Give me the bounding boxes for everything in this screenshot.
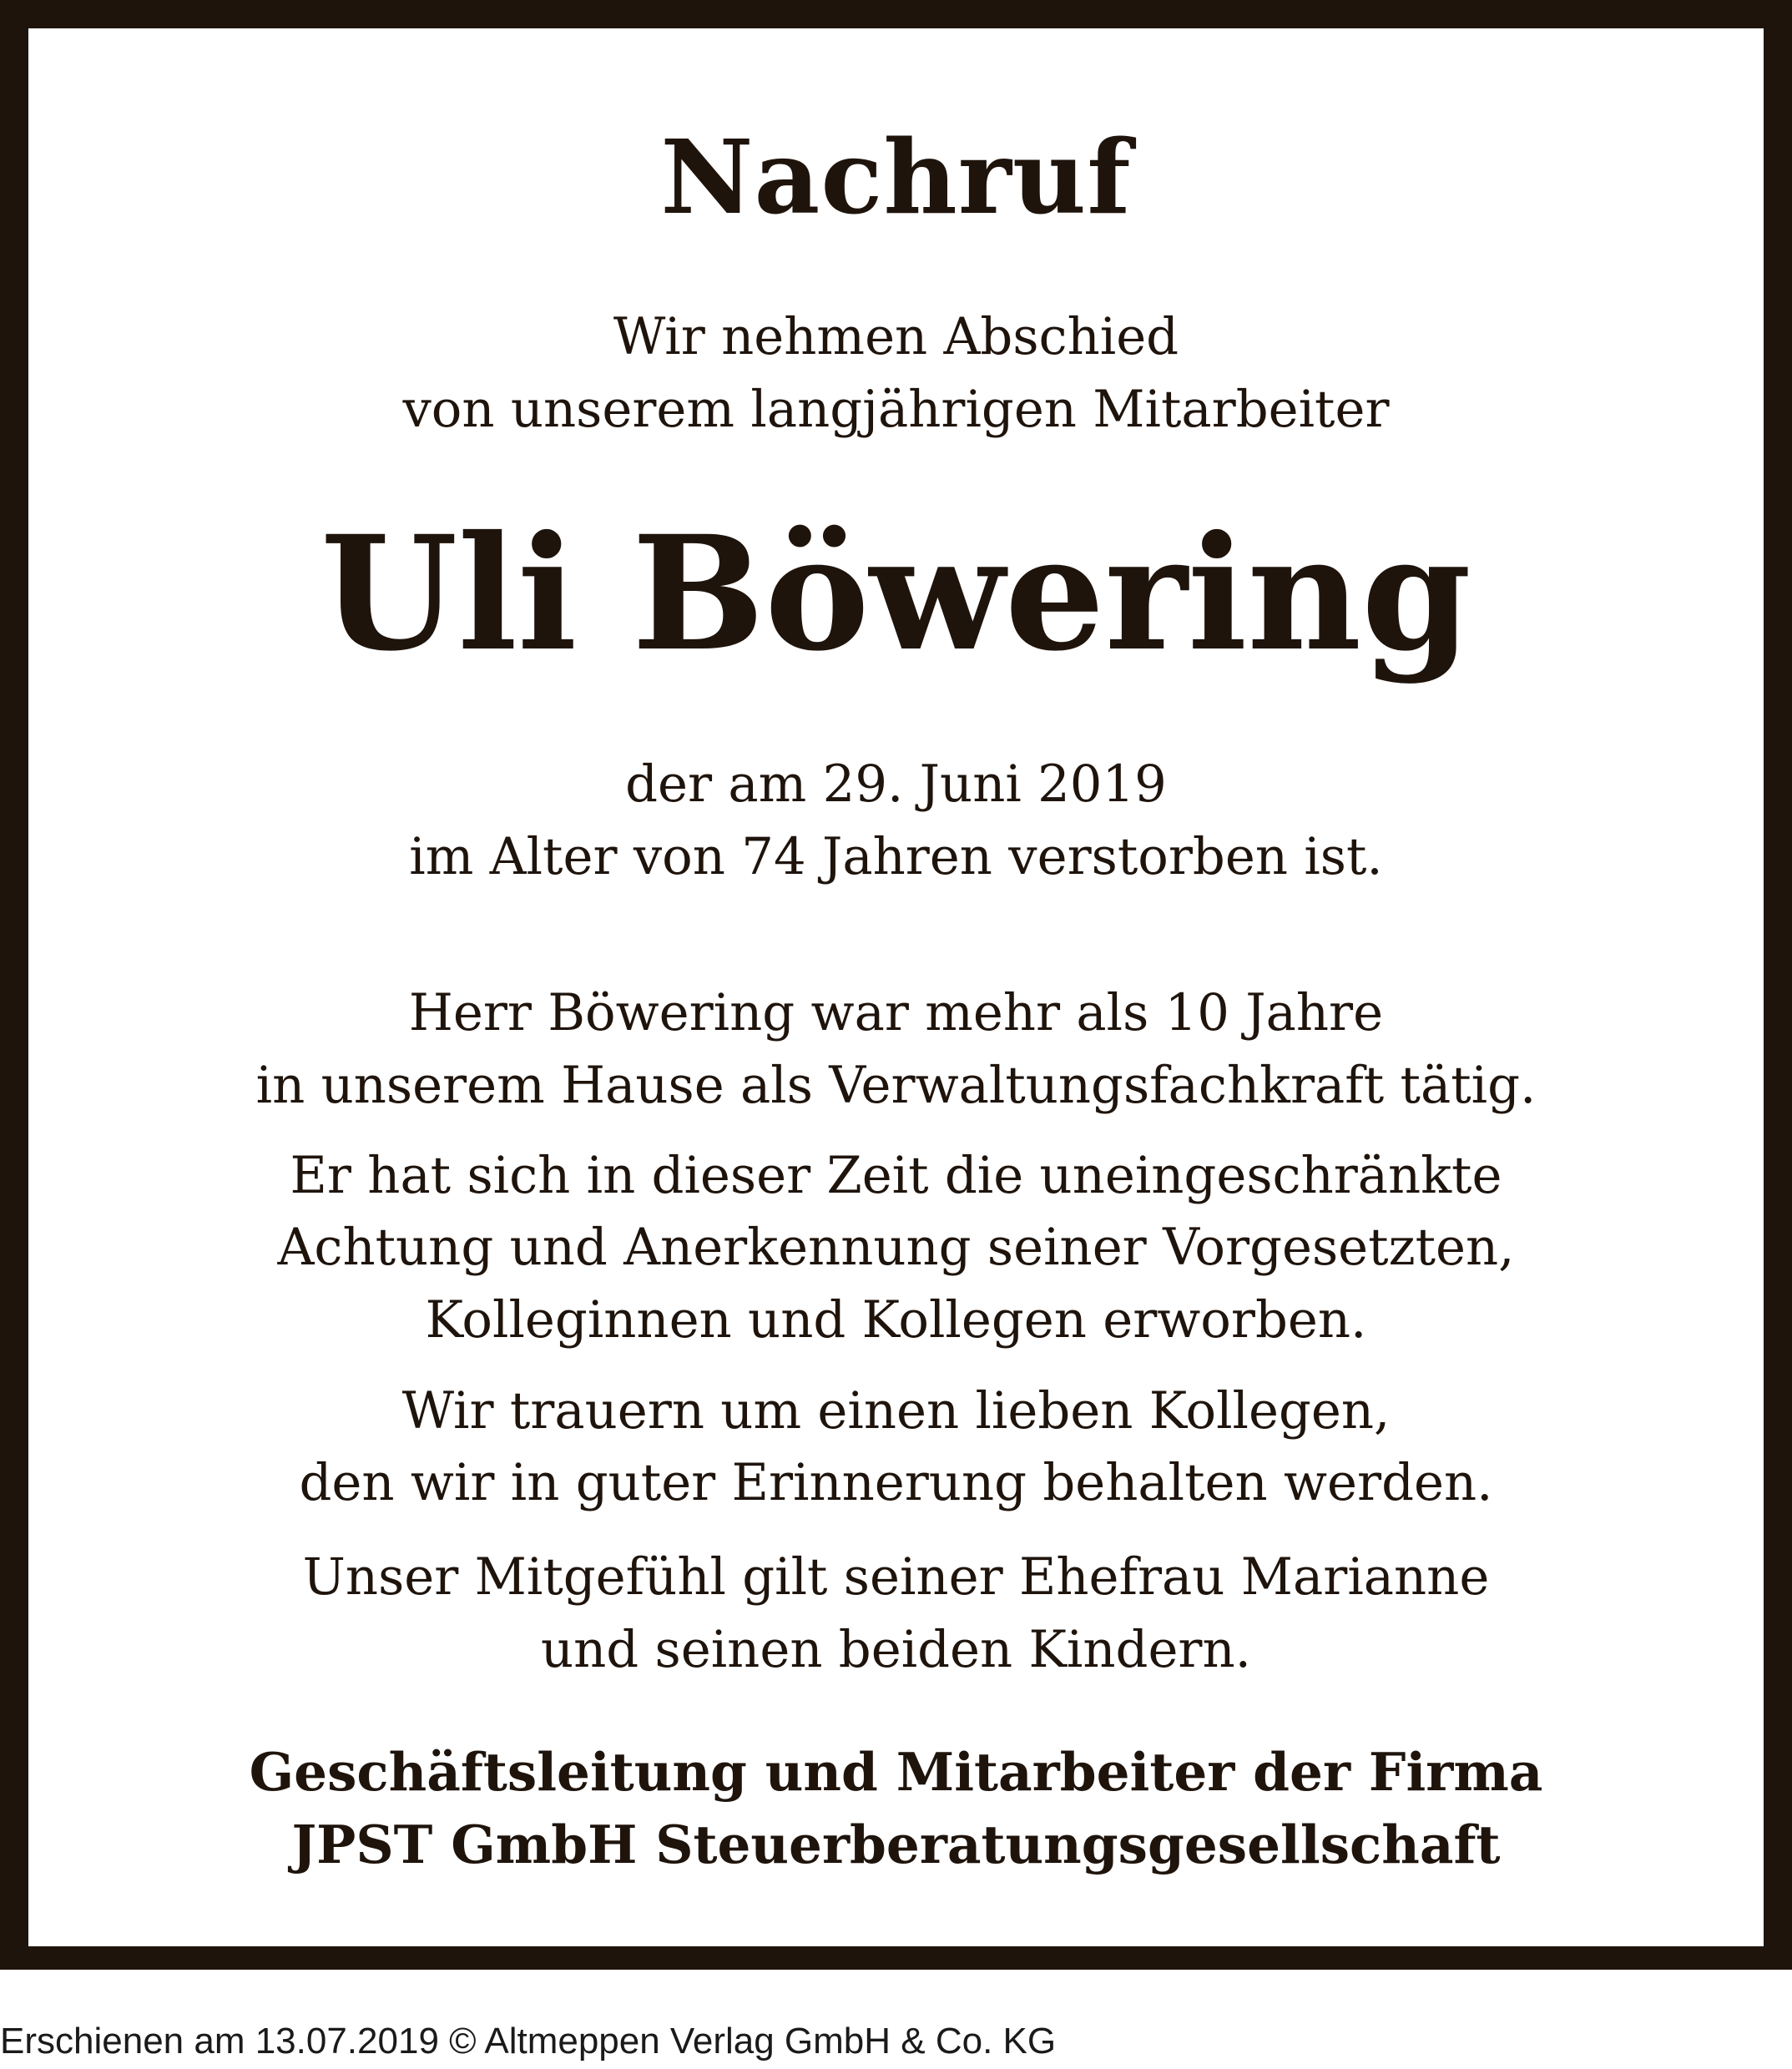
paragraph-3-line-1: Wir trauern um einen lieben Kollegen, (401, 1382, 1391, 1441)
notice-heading: Nachruf (660, 118, 1132, 237)
intro-line-2: von unserem langjährigen Mitarbeiter (402, 381, 1390, 439)
death-date-line: der am 29. Juni 2019 (625, 755, 1167, 814)
paragraph-2-line-2: Achtung und Anerkennung seiner Vorgesetzten, (277, 1219, 1515, 1277)
paragraph-3-line-2: den wir in guter Erinnerung behalten werden. (299, 1454, 1493, 1512)
paragraph-4-line-1: Unser Mitgefühl gilt seiner Ehefrau Marianne (302, 1548, 1490, 1607)
deceased-name: Uli Böwering (321, 502, 1471, 686)
paragraph-1-line-1: Herr Böwering war mehr als 10 Jahre (408, 984, 1384, 1042)
paragraph-2-line-1: Er hat sich in dieser Zeit die uneingeschränkte (290, 1147, 1502, 1205)
intro-line-1: Wir nehmen Abschied (613, 308, 1179, 366)
signature-line-2: JPST GmbH Steuerberatungsgesellschaft (291, 1814, 1501, 1875)
publication-footer: Erschienen am 13.07.2019 © Altmeppen Verlag GmbH & Co. KG (0, 2021, 1057, 2061)
paragraph-4-line-2: und seinen beiden Kindern. (541, 1621, 1251, 1679)
paragraph-2-line-3: Kolleginnen und Kollegen erworben. (425, 1291, 1367, 1350)
death-age-line: im Alter von 74 Jahren verstorben ist. (409, 828, 1383, 886)
signature-line-1: Geschäftsleitung und Mitarbeiter der Firma (249, 1741, 1543, 1803)
paragraph-1-line-2: in unserem Hause als Verwaltungsfachkraft tätig. (255, 1057, 1537, 1115)
